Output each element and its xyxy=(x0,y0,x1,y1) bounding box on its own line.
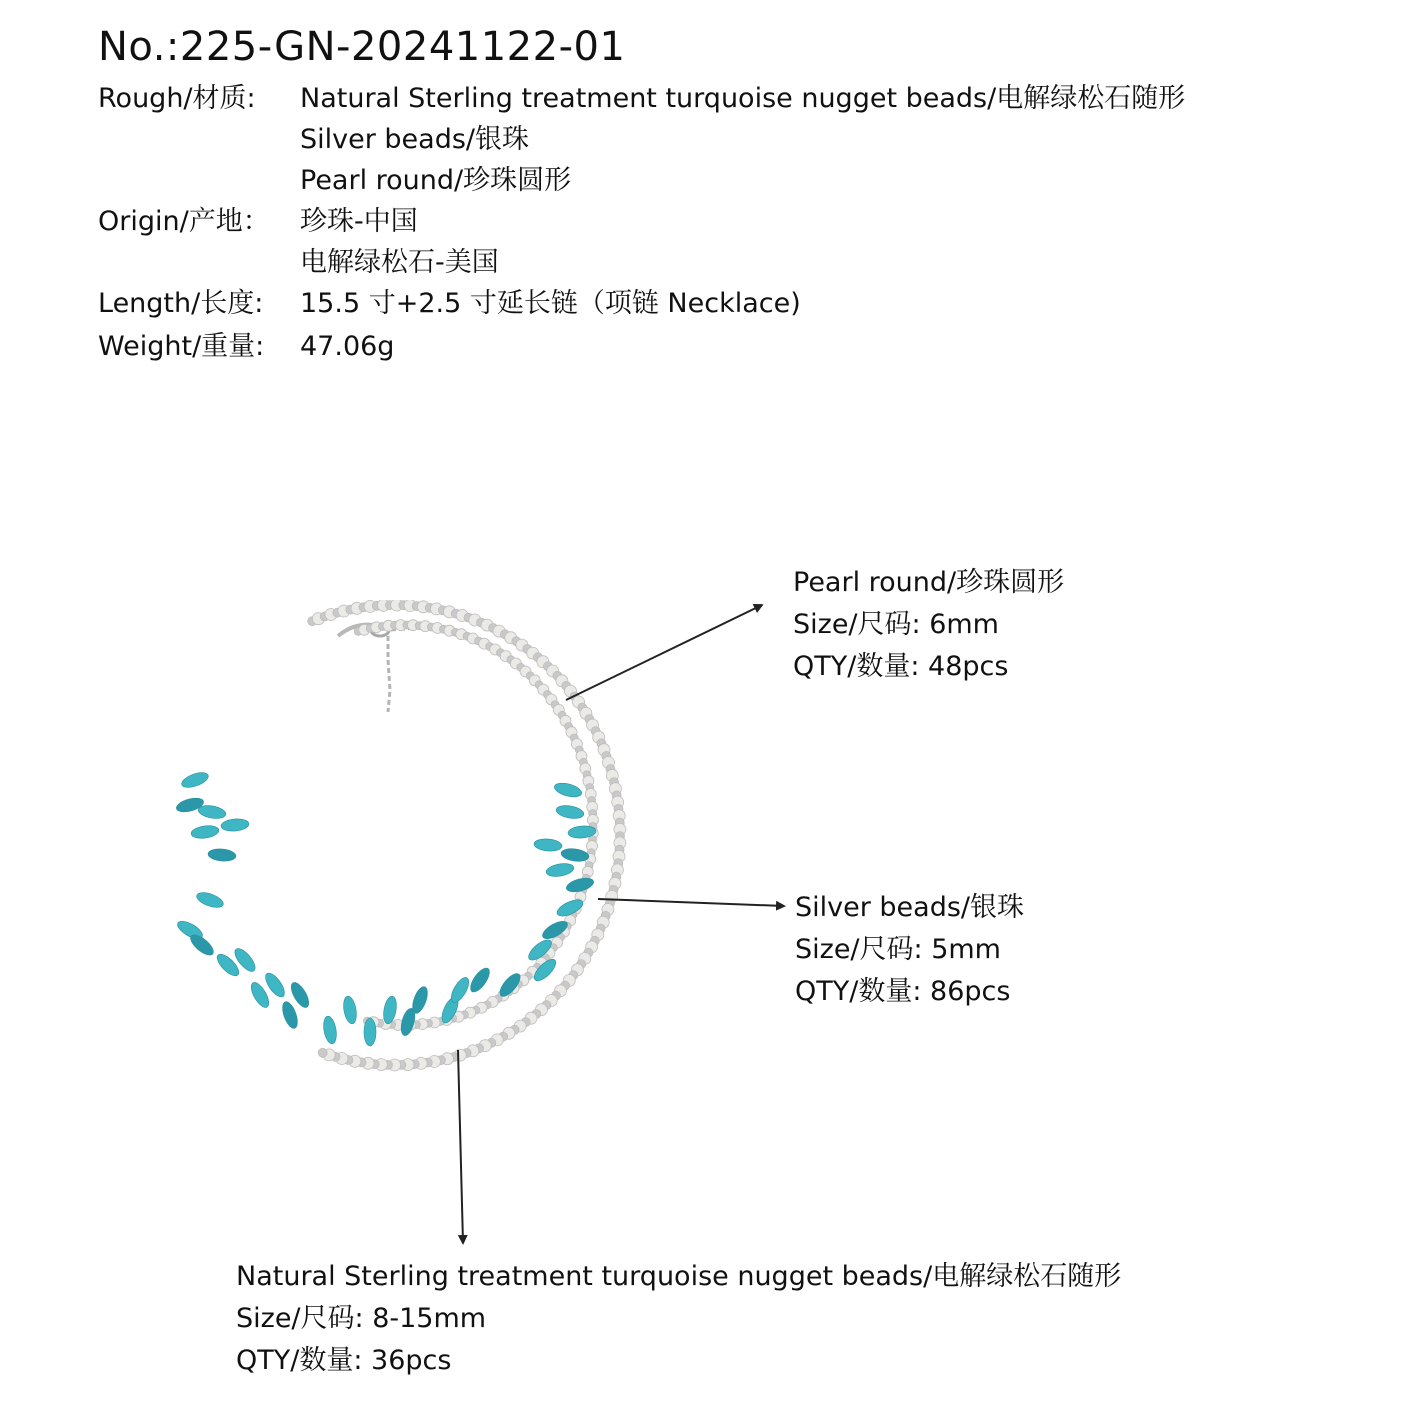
weight-value: 47.06g xyxy=(300,331,395,362)
turquoise-nugget xyxy=(221,818,250,832)
rough-value-silver: Silver beads/银珠 xyxy=(300,124,530,155)
origin-value-turquoise: 电解绿松石-美国 xyxy=(300,247,499,278)
turquoise-nugget xyxy=(364,1018,376,1046)
turquoise-nugget xyxy=(322,1015,339,1045)
turquoise-nugget xyxy=(280,1000,301,1030)
turquoise-nugget xyxy=(208,848,237,862)
turquoise-nugget xyxy=(545,862,575,879)
origin-value-pearl: 珍珠-中国 xyxy=(300,206,418,237)
turquoise-nugget xyxy=(560,847,589,863)
turquoise-nugget xyxy=(195,890,225,911)
rough-value-turquoise: Natural Sterling treatment turquoise nugget beads/电解绿松石随形 xyxy=(300,83,1186,114)
length-label: Length/长度: xyxy=(98,288,264,319)
pearl-size: Size/尺码: 6mm xyxy=(793,609,999,640)
turquoise-qty: QTY/数量: 36pcs xyxy=(236,1345,452,1376)
silver-qty: QTY/数量: 86pcs xyxy=(795,976,1011,1007)
weight-label: Weight/重量: xyxy=(98,331,265,362)
origin-label: Origin/产地： xyxy=(98,206,270,237)
silver-size: Size/尺码: 5mm xyxy=(795,934,1001,965)
turquoise-nugget xyxy=(555,804,585,821)
chain-clasp xyxy=(338,624,450,712)
turquoise-nugget xyxy=(342,995,359,1025)
silver-callout xyxy=(795,887,1024,1013)
rough-value-pearl: Pearl round/珍珠圆形 xyxy=(300,165,572,196)
turquoise-name: Natural Sterling treatment turquoise nugget beads/电解绿松石随形 xyxy=(236,1261,1122,1292)
pearl-callout xyxy=(793,562,1064,688)
necklace-photo xyxy=(150,600,650,1080)
pearl-qty: QTY/数量: 48pcs xyxy=(793,651,1009,682)
turquoise-nugget xyxy=(467,965,493,995)
turquoise-nugget xyxy=(553,781,583,800)
turquoise-nugget xyxy=(448,975,472,1005)
product-number: No.:225-GN-20241122-01 xyxy=(98,24,626,70)
turquoise-size: Size/尺码: 8-15mm xyxy=(236,1303,487,1334)
turquoise-callout xyxy=(236,1256,1121,1382)
silver-bead xyxy=(318,1048,327,1057)
turquoise-nuggets xyxy=(175,770,597,1046)
turquoise-nugget xyxy=(534,838,563,852)
length-value: 15.5 寸+2.5 寸延长链（项链 Necklace) xyxy=(300,288,801,319)
rough-label: Rough/材质: xyxy=(98,83,256,114)
turquoise-nugget xyxy=(180,770,210,791)
silver-name: Silver beads/银珠 xyxy=(795,892,1025,923)
turquoise-nugget xyxy=(197,804,227,821)
pearl-name: Pearl round/珍珠圆形 xyxy=(793,567,1065,598)
turquoise-nugget xyxy=(190,824,219,840)
